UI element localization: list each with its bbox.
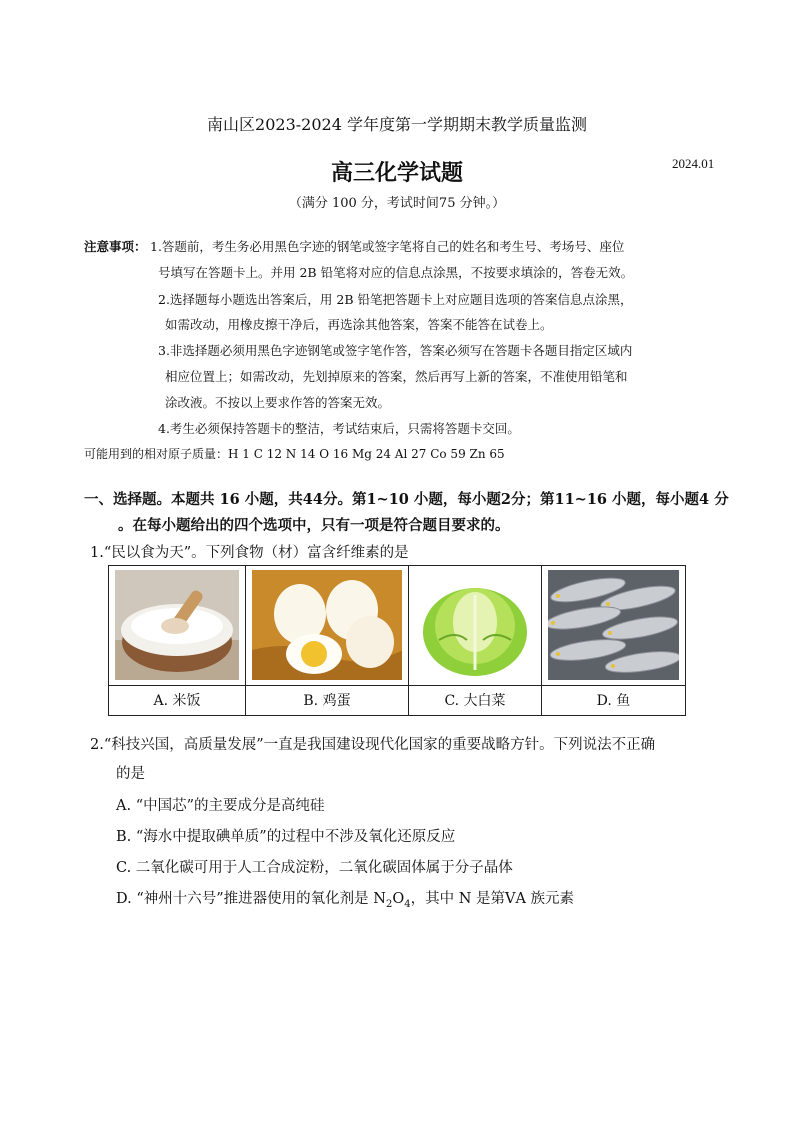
food-option-b	[246, 566, 409, 716]
section-1-heading-cont: 。在每小题给出的四个选项中，只有一项是符合题目要求的。	[118, 517, 510, 534]
exam-header-line: 南山区2023-2024 学年度第一学期期末教学质量监测	[207, 115, 587, 134]
food-option-c	[409, 566, 542, 716]
section-1-heading: 一、选择题。本题共 16 小题，共44分。第1~10 小题，每小题2分；第11~16 小题，每小题4 分	[84, 491, 729, 508]
option-d-oxygen: O	[392, 891, 405, 907]
question-2-option-c: C. 二氧化碳可用于人工合成淀粉，二氧化碳固体属于分子晶体	[116, 860, 513, 876]
note-1-line-1: 1.答题前，考生务必用黑色字迹的钢笔或签字笔将自己的姓名和考生号、考场号、座位	[150, 239, 625, 254]
chinese-cabbage-icon	[415, 570, 535, 680]
question-2-option-a: A. “中国芯”的主要成分是高纯硅	[116, 798, 325, 814]
food-option-d	[542, 566, 685, 716]
question-2-stem-cont: 的是	[116, 766, 145, 782]
fish-icon	[548, 570, 679, 680]
question-2-option-d	[116, 887, 574, 910]
option-label: C. 大白菜	[409, 685, 541, 717]
atomic-masses-line: 可能用到的相对原子质量：H 1 C 12 N 14 O 16 Mg 24 Al 27 Co 59 Zn 65	[84, 447, 505, 461]
food-options-table	[108, 565, 686, 716]
note-3-line-2: 相应位置上；如需改动，先划掉原来的答案，然后再写上新的答案，不准使用铅笔和	[165, 369, 628, 384]
note-3-line-3: 涂改液。不按以上要求作答的答案无效。	[165, 395, 391, 410]
page-title: 高三化学试题	[330, 160, 463, 186]
note-4: 4.考生必须保持答题卡的整洁，考试结束后，只需将答题卡交回。	[158, 421, 520, 436]
note-1-line-2: 号填写在答题卡上。并用 2B 铅笔将对应的信息点涂黑，不按要求填涂的，答卷无效。	[158, 265, 634, 280]
boiled-eggs-icon	[252, 570, 402, 680]
notes-heading: 注意事项：	[84, 239, 147, 254]
option-d-tail: ，其中 N 是第ⅤA 族元素	[410, 891, 575, 907]
question-2-option-b: B. “海水中提取碘单质”的过程中不涉及氧化还原反应	[116, 829, 456, 845]
rice-bowl-icon	[115, 570, 239, 680]
note-3-line-1: 3.非选择题必须用黑色字迹钢笔或签字笔作答，答案必须写在答题卡各题目指定区域内	[158, 343, 633, 358]
question-1-stem: 1.“民以食为天”。下列食物（材）富含纤维素的是	[90, 545, 409, 561]
subscript-4: 4	[404, 898, 411, 910]
option-label: B. 鸡蛋	[246, 685, 408, 717]
question-2-stem: 2.“科技兴国，高质量发展”一直是我国建设现代化国家的重要战略方针。下列说法不正确	[90, 737, 656, 753]
exam-date: 2024.01	[672, 156, 715, 171]
option-label: D. 鱼	[542, 685, 685, 717]
option-label: A. 米饭	[109, 685, 245, 717]
food-option-a	[109, 566, 246, 716]
full-mark-note: （满分 100 分，考试时间75 分钟。）	[288, 196, 506, 211]
subscript-2: 2	[385, 898, 393, 910]
option-d-text: D. “神州十六号”推进器使用的氧化剂是 N	[116, 891, 386, 907]
note-2-line-1: 2.选择题每小题选出答案后，用 2B 铅笔把答题卡上对应题目选项的答案信息点涂黑，	[158, 292, 633, 307]
note-2-line-2: 如需改动，用橡皮擦干净后，再选涂其他答案，答案不能答在试卷上。	[165, 317, 553, 332]
